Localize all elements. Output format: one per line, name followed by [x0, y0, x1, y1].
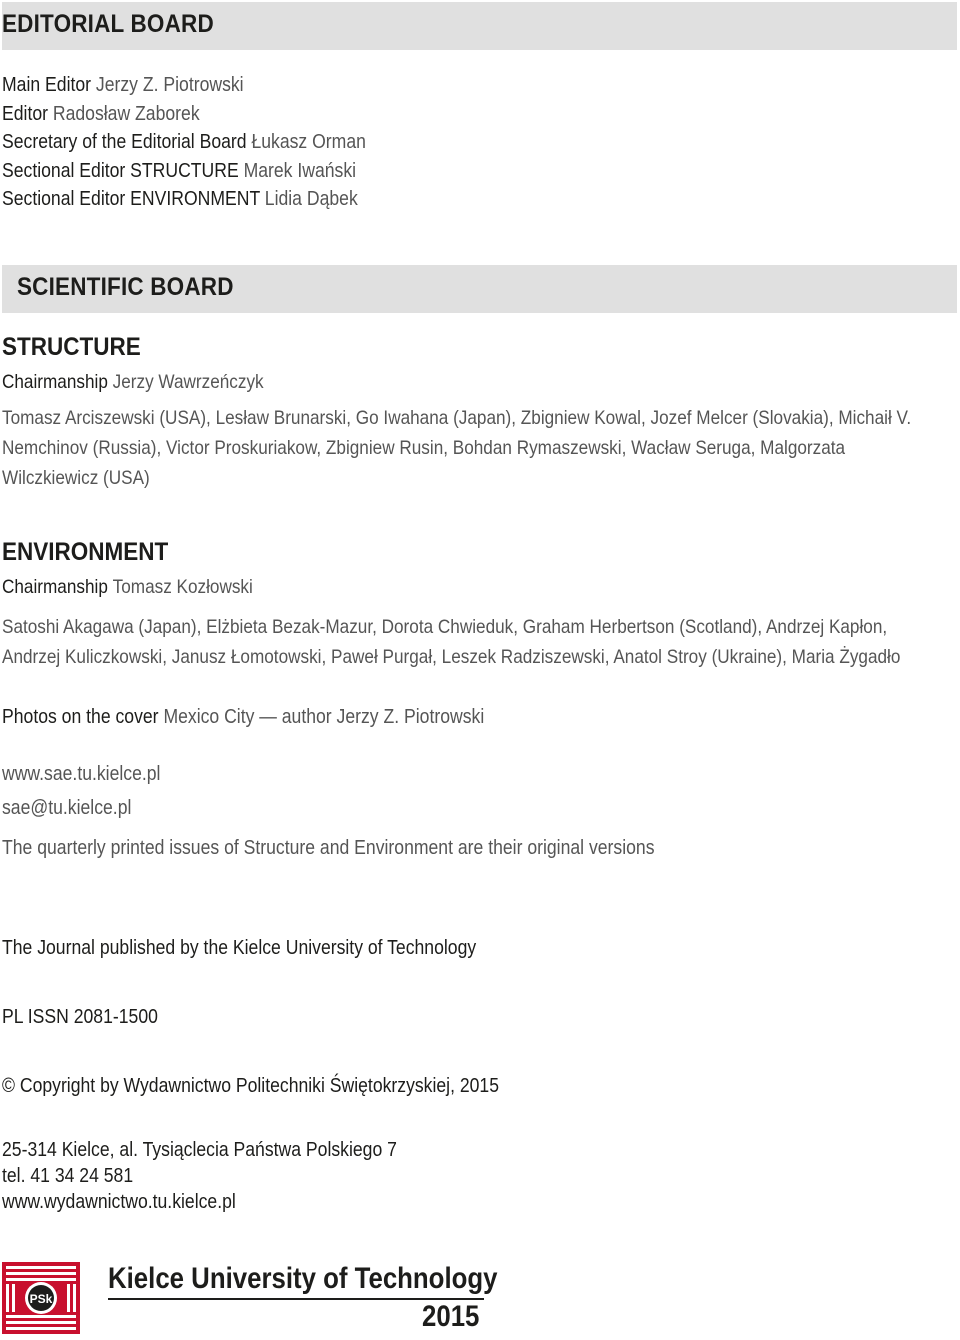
editorial-row-main-editor	[2, 74, 244, 97]
chair-value: Jerzy Wawrzeńczyk	[112, 371, 264, 393]
row-value: Marek Iwański	[243, 160, 357, 182]
copyright-line: © Copyright by Wydawnictwo Politechniki Świętokrzyskiej, 2015	[2, 1075, 500, 1097]
chair-value: Tomasz Kozłowski	[112, 576, 253, 598]
environment-heading: ENVIRONMENT	[2, 538, 169, 566]
address-street: 25-314 Kielce, al. Tysiąclecia Państwa Polskiego 7	[2, 1139, 397, 1161]
structure-members: Tomasz Arciszewski (USA), Lesław Brunarski, Go Iwahana (Japan), Zbigniew Kowal, Jozef Melcer (Slovakia), Michaił V. Nemchinov (Russia), Victor Proskuriakow, Zbigniew Rusin, Bohdan Rymaszewski, Wacław Seruga, Malgorzata Wilczkiewicz (USA)	[2, 407, 912, 489]
row-label: Sectional Editor STRUCTURE	[2, 160, 239, 182]
chair-label: Chairmanship	[2, 576, 108, 598]
row-value: Radosław Zaborek	[52, 103, 200, 125]
chair-label: Chairmanship	[2, 371, 108, 393]
row-label: Editor	[2, 103, 48, 125]
photos-value: Mexico City — author Jerzy Z. Piotrowski	[163, 706, 485, 728]
email-link[interactable]: sae@tu.kielce.pl	[2, 797, 132, 819]
photos-label: Photos on the cover	[2, 706, 159, 728]
university-logo	[2, 1262, 80, 1334]
row-label: Secretary of the Editorial Board	[2, 131, 247, 153]
row-label: Sectional Editor ENVIRONMENT	[2, 188, 260, 210]
logo-text: PSk	[29, 1292, 53, 1306]
scientific-board-heading: SCIENTIFIC BOARD	[17, 273, 234, 301]
editorial-row-sectional-structure	[2, 160, 356, 183]
website-link[interactable]: www.sae.tu.kielce.pl	[2, 763, 161, 785]
editorial-board-heading: EDITORIAL BOARD	[2, 10, 214, 38]
footer-year: 2015	[422, 1300, 480, 1333]
university-logo-icon	[2, 1262, 80, 1334]
university-name: Kielce University of Technology	[108, 1262, 498, 1295]
environment-chairmanship	[2, 576, 253, 599]
row-label: Main Editor	[2, 74, 92, 96]
row-value: Łukasz Orman	[251, 131, 366, 153]
photos-credit	[2, 706, 484, 729]
structure-chairmanship	[2, 371, 264, 394]
address-phone: tel. 41 34 24 581	[2, 1165, 134, 1187]
row-value: Jerzy Z. Piotrowski	[95, 74, 244, 96]
publisher-line: The Journal published by the Kielce University of Technology	[2, 937, 477, 959]
issn-line: PL ISSN 2081-1500	[2, 1006, 158, 1028]
editorial-row-sectional-environment	[2, 188, 358, 211]
row-value: Lidia Dąbek	[264, 188, 358, 210]
editorial-row-secretary	[2, 131, 366, 154]
original-version-note: The quarterly printed issues of Structure and Environment are their original versions	[2, 837, 655, 859]
editorial-row-editor	[2, 103, 200, 126]
structure-heading: STRUCTURE	[2, 333, 141, 361]
address-website[interactable]: www.wydawnictwo.tu.kielce.pl	[2, 1191, 236, 1213]
environment-members: Satoshi Akagawa (Japan), Elżbieta Bezak-Mazur, Dorota Chwieduk, Graham Herbertson (Scotland), Andrzej Kapłon, Andrzej Kuliczkowski, Janusz Łomotowski, Paweł Purgał, Leszek Radziszewski, Anatol Stroy (Ukraine), Maria Żygadło	[2, 616, 901, 668]
